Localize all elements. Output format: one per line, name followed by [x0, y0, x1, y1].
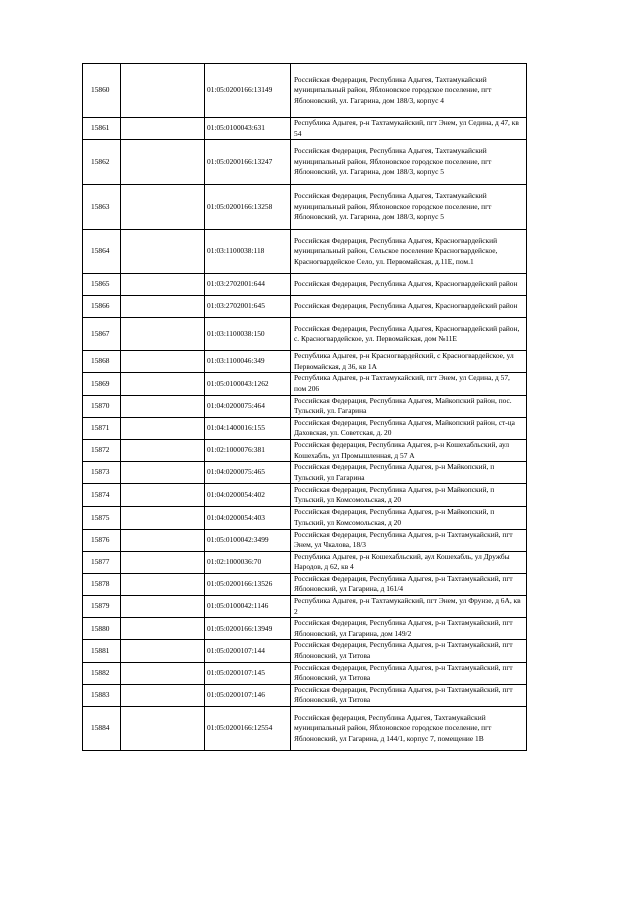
empty-cell: [121, 462, 205, 484]
cadastral-number-cell: 01:05:0200166:13949: [205, 618, 291, 640]
row-number-cell: 15860: [83, 64, 121, 118]
table-row: [83, 230, 527, 274]
cadastral-number-cell: 01:05:0200166:13526: [205, 573, 291, 595]
address-cell: Республика Адыгея, р-н Красногвардейский, с Красногвардейское, ул Первомайская, д 36, кв 1А: [291, 351, 527, 373]
cadastral-number-cell: 01:03:1100046:349: [205, 351, 291, 373]
row-number-cell: 15871: [83, 417, 121, 439]
cadastral-number-cell: 01:05:0100043:631: [205, 118, 291, 140]
empty-cell: [121, 395, 205, 417]
empty-cell: [121, 484, 205, 507]
empty-cell: [121, 573, 205, 595]
table-row: [83, 573, 527, 595]
row-number-cell: 15884: [83, 707, 121, 751]
row-number-cell: 15869: [83, 373, 121, 395]
address-cell: Российская Федерация, Республика Адыгея, Майкопский район, ст-ца Даховская, ул. Советская, д. 20: [291, 417, 527, 439]
address-cell: Российская Федерация, Республика Адыгея, р-н Тахтамукайский, пгт Энем, ул Чкалова, 18/3: [291, 529, 527, 551]
empty-cell: [121, 551, 205, 573]
table-row: [83, 373, 527, 395]
table-row: [83, 64, 527, 118]
empty-cell: [121, 185, 205, 230]
cadastral-number-cell: 01:03:2702001:645: [205, 296, 291, 318]
cadastral-number-cell: 01:05:0200166:13258: [205, 185, 291, 230]
address-cell: Российская Федерация, Республика Адыгея, Тахтамукайский муниципальный район, Яблоновское городское поселение, пгт Яблоновский, ул. Гагарина, дом 188/3, корпус 5: [291, 140, 527, 185]
empty-cell: [121, 64, 205, 118]
table-row: [83, 462, 527, 484]
table-row: [83, 118, 527, 140]
row-number-cell: 15873: [83, 462, 121, 484]
empty-cell: [121, 640, 205, 662]
table-row: [83, 684, 527, 706]
empty-cell: [121, 618, 205, 640]
cadastral-number-cell: 01:05:0200107:145: [205, 662, 291, 684]
address-cell: Российская Федерация, Республика Адыгея, р-н Тахтамукайский, пгт Яблоновский, ул Гагарина, дом 149/2: [291, 618, 527, 640]
address-cell: Российская Федерация, Республика Адыгея, Красногвардейский район: [291, 274, 527, 296]
cadastral-number-cell: 01:02:1000036:70: [205, 551, 291, 573]
empty-cell: [121, 684, 205, 706]
address-cell: Российская Федерация, Республика Адыгея, р-н Майкопский, п Тульский, ул Комсомольская, д 20: [291, 507, 527, 529]
property-register-table: [82, 63, 527, 751]
table-row: [83, 140, 527, 185]
empty-cell: [121, 318, 205, 351]
address-cell: Республика Адыгея, р-н Тахтамукайский, пгт Энем, ул Седина, д 57, пом 206: [291, 373, 527, 395]
cadastral-number-cell: 01:05:0200166:12554: [205, 707, 291, 751]
row-number-cell: 15861: [83, 118, 121, 140]
empty-cell: [121, 274, 205, 296]
empty-cell: [121, 507, 205, 529]
row-number-cell: 15867: [83, 318, 121, 351]
cadastral-number-cell: 01:04:0200075:465: [205, 462, 291, 484]
row-number-cell: 15878: [83, 573, 121, 595]
table-row: [83, 596, 527, 618]
empty-cell: [121, 351, 205, 373]
cadastral-number-cell: 01:03:1100038:150: [205, 318, 291, 351]
empty-cell: [121, 230, 205, 274]
empty-cell: [121, 662, 205, 684]
cadastral-number-cell: 01:05:0200107:146: [205, 684, 291, 706]
address-cell: Российская Федерация, Республика Адыгея, р-н Тахтамукайский, пгт Яблоновский, ул Титова: [291, 662, 527, 684]
row-number-cell: 15874: [83, 484, 121, 507]
register-body: [83, 64, 527, 751]
empty-cell: [121, 707, 205, 751]
row-number-cell: 15870: [83, 395, 121, 417]
address-cell: Республика Адыгея, р-н Кошехабльский, аул Кошехабль, ул Дружбы Народов, д 62, кв 4: [291, 551, 527, 573]
row-number-cell: 15876: [83, 529, 121, 551]
address-cell: Российская Федерация, Республика Адыгея, Майкопский район, пос. Тульский, ул. Гагарина: [291, 395, 527, 417]
table-row: [83, 274, 527, 296]
table-row: [83, 351, 527, 373]
empty-cell: [121, 439, 205, 461]
cadastral-number-cell: 01:02:1000076:381: [205, 439, 291, 461]
table-row: [83, 662, 527, 684]
table-row: [83, 439, 527, 461]
cadastral-number-cell: 01:04:1400016:155: [205, 417, 291, 439]
cadastral-number-cell: 01:03:2702001:644: [205, 274, 291, 296]
row-number-cell: 15865: [83, 274, 121, 296]
cadastral-number-cell: 01:04:0200054:402: [205, 484, 291, 507]
row-number-cell: 15864: [83, 230, 121, 274]
address-cell: Российская федерация, Республика Адыгея, р-н Кошехабльский, аул Кошехабль, ул Промышленная, д 57 А: [291, 439, 527, 461]
table-row: [83, 618, 527, 640]
address-cell: Российская Федерация, Республика Адыгея, Тахтамукайский муниципальный район, Яблоновское городское поселение, пгт Яблоновский, ул. Гагарина, дом 188/3, корпус 4: [291, 64, 527, 118]
cadastral-number-cell: 01:05:0100043:1262: [205, 373, 291, 395]
address-cell: Российская федерация, Республика Адыгея, Тахтамукайский муниципальный район, Яблоновское городское поселение, пгт Яблоновский, ул Гагарина, д 144/1, корпус 7, помещение 1В: [291, 707, 527, 751]
table-row: [83, 395, 527, 417]
address-cell: Российская Федерация, Республика Адыгея, Красногвардейский район, с. Красногвардейское, ул. Первомайская, дом №11Е: [291, 318, 527, 351]
table-row: [83, 707, 527, 751]
cadastral-number-cell: 01:03:1100038:118: [205, 230, 291, 274]
address-cell: Республика Адыгея, р-н Тахтамукайский, пгт Энем, ул Седина, д 47, кв 54: [291, 118, 527, 140]
cadastral-number-cell: 01:05:0100042:1146: [205, 596, 291, 618]
row-number-cell: 15875: [83, 507, 121, 529]
address-cell: Российская Федерация, Республика Адыгея, Красногвардейский район: [291, 296, 527, 318]
row-number-cell: 15880: [83, 618, 121, 640]
cadastral-number-cell: 01:04:0200054:403: [205, 507, 291, 529]
empty-cell: [121, 296, 205, 318]
address-cell: Российская Федерация, Республика Адыгея, р-н Тахтамукайский, пгт Яблоновский, ул Титова: [291, 684, 527, 706]
table-row: [83, 185, 527, 230]
row-number-cell: 15877: [83, 551, 121, 573]
address-cell: Российская Федерация, Республика Адыгея, р-н Майкопский, п Тульский, ул Комсомольская, д 20: [291, 484, 527, 507]
cadastral-number-cell: 01:05:0200107:144: [205, 640, 291, 662]
address-cell: Республика Адыгея, р-н Тахтамукайский, пгт Энем, ул Фрунзе, д 6А, кв 2: [291, 596, 527, 618]
address-cell: Российская Федерация, Республика Адыгея, р-н Тахтамукайский, пгт Яблоновский, ул Титова: [291, 640, 527, 662]
address-cell: Российская Федерация, Республика Адыгея, Тахтамукайский муниципальный район, Яблоновское городское поселение, пгт Яблоновский, ул. Гагарина, дом 188/3, корпус 5: [291, 185, 527, 230]
table-row: [83, 318, 527, 351]
address-cell: Российская Федерация, Республика Адыгея, Красногвардейский муниципальный район, Сельское поселение Красногвардейское, Красногвардейское Село, ул. Первомайская, д.11Е, пом.1: [291, 230, 527, 274]
table-row: [83, 529, 527, 551]
table-row: [83, 417, 527, 439]
row-number-cell: 15882: [83, 662, 121, 684]
address-cell: Российская Федерация, Республика Адыгея, р-н Майкопский, п Тульский, ул Гагарина: [291, 462, 527, 484]
cadastral-number-cell: 01:05:0200166:13247: [205, 140, 291, 185]
row-number-cell: 15862: [83, 140, 121, 185]
row-number-cell: 15866: [83, 296, 121, 318]
empty-cell: [121, 373, 205, 395]
table-row: [83, 507, 527, 529]
empty-cell: [121, 529, 205, 551]
address-cell: Российская Федерация, Республика Адыгея, р-н Тахтамукайский, пгт Яблоновский, ул Гагарина, д 161/4: [291, 573, 527, 595]
row-number-cell: 15879: [83, 596, 121, 618]
cadastral-number-cell: 01:05:0100042:3499: [205, 529, 291, 551]
row-number-cell: 15881: [83, 640, 121, 662]
table-row: [83, 296, 527, 318]
cadastral-number-cell: 01:05:0200166:13149: [205, 64, 291, 118]
empty-cell: [121, 140, 205, 185]
row-number-cell: 15883: [83, 684, 121, 706]
cadastral-number-cell: 01:04:0200075:464: [205, 395, 291, 417]
table-row: [83, 551, 527, 573]
empty-cell: [121, 417, 205, 439]
empty-cell: [121, 118, 205, 140]
row-number-cell: 15868: [83, 351, 121, 373]
row-number-cell: 15872: [83, 439, 121, 461]
empty-cell: [121, 596, 205, 618]
table-row: [83, 640, 527, 662]
table-row: [83, 484, 527, 507]
row-number-cell: 15863: [83, 185, 121, 230]
